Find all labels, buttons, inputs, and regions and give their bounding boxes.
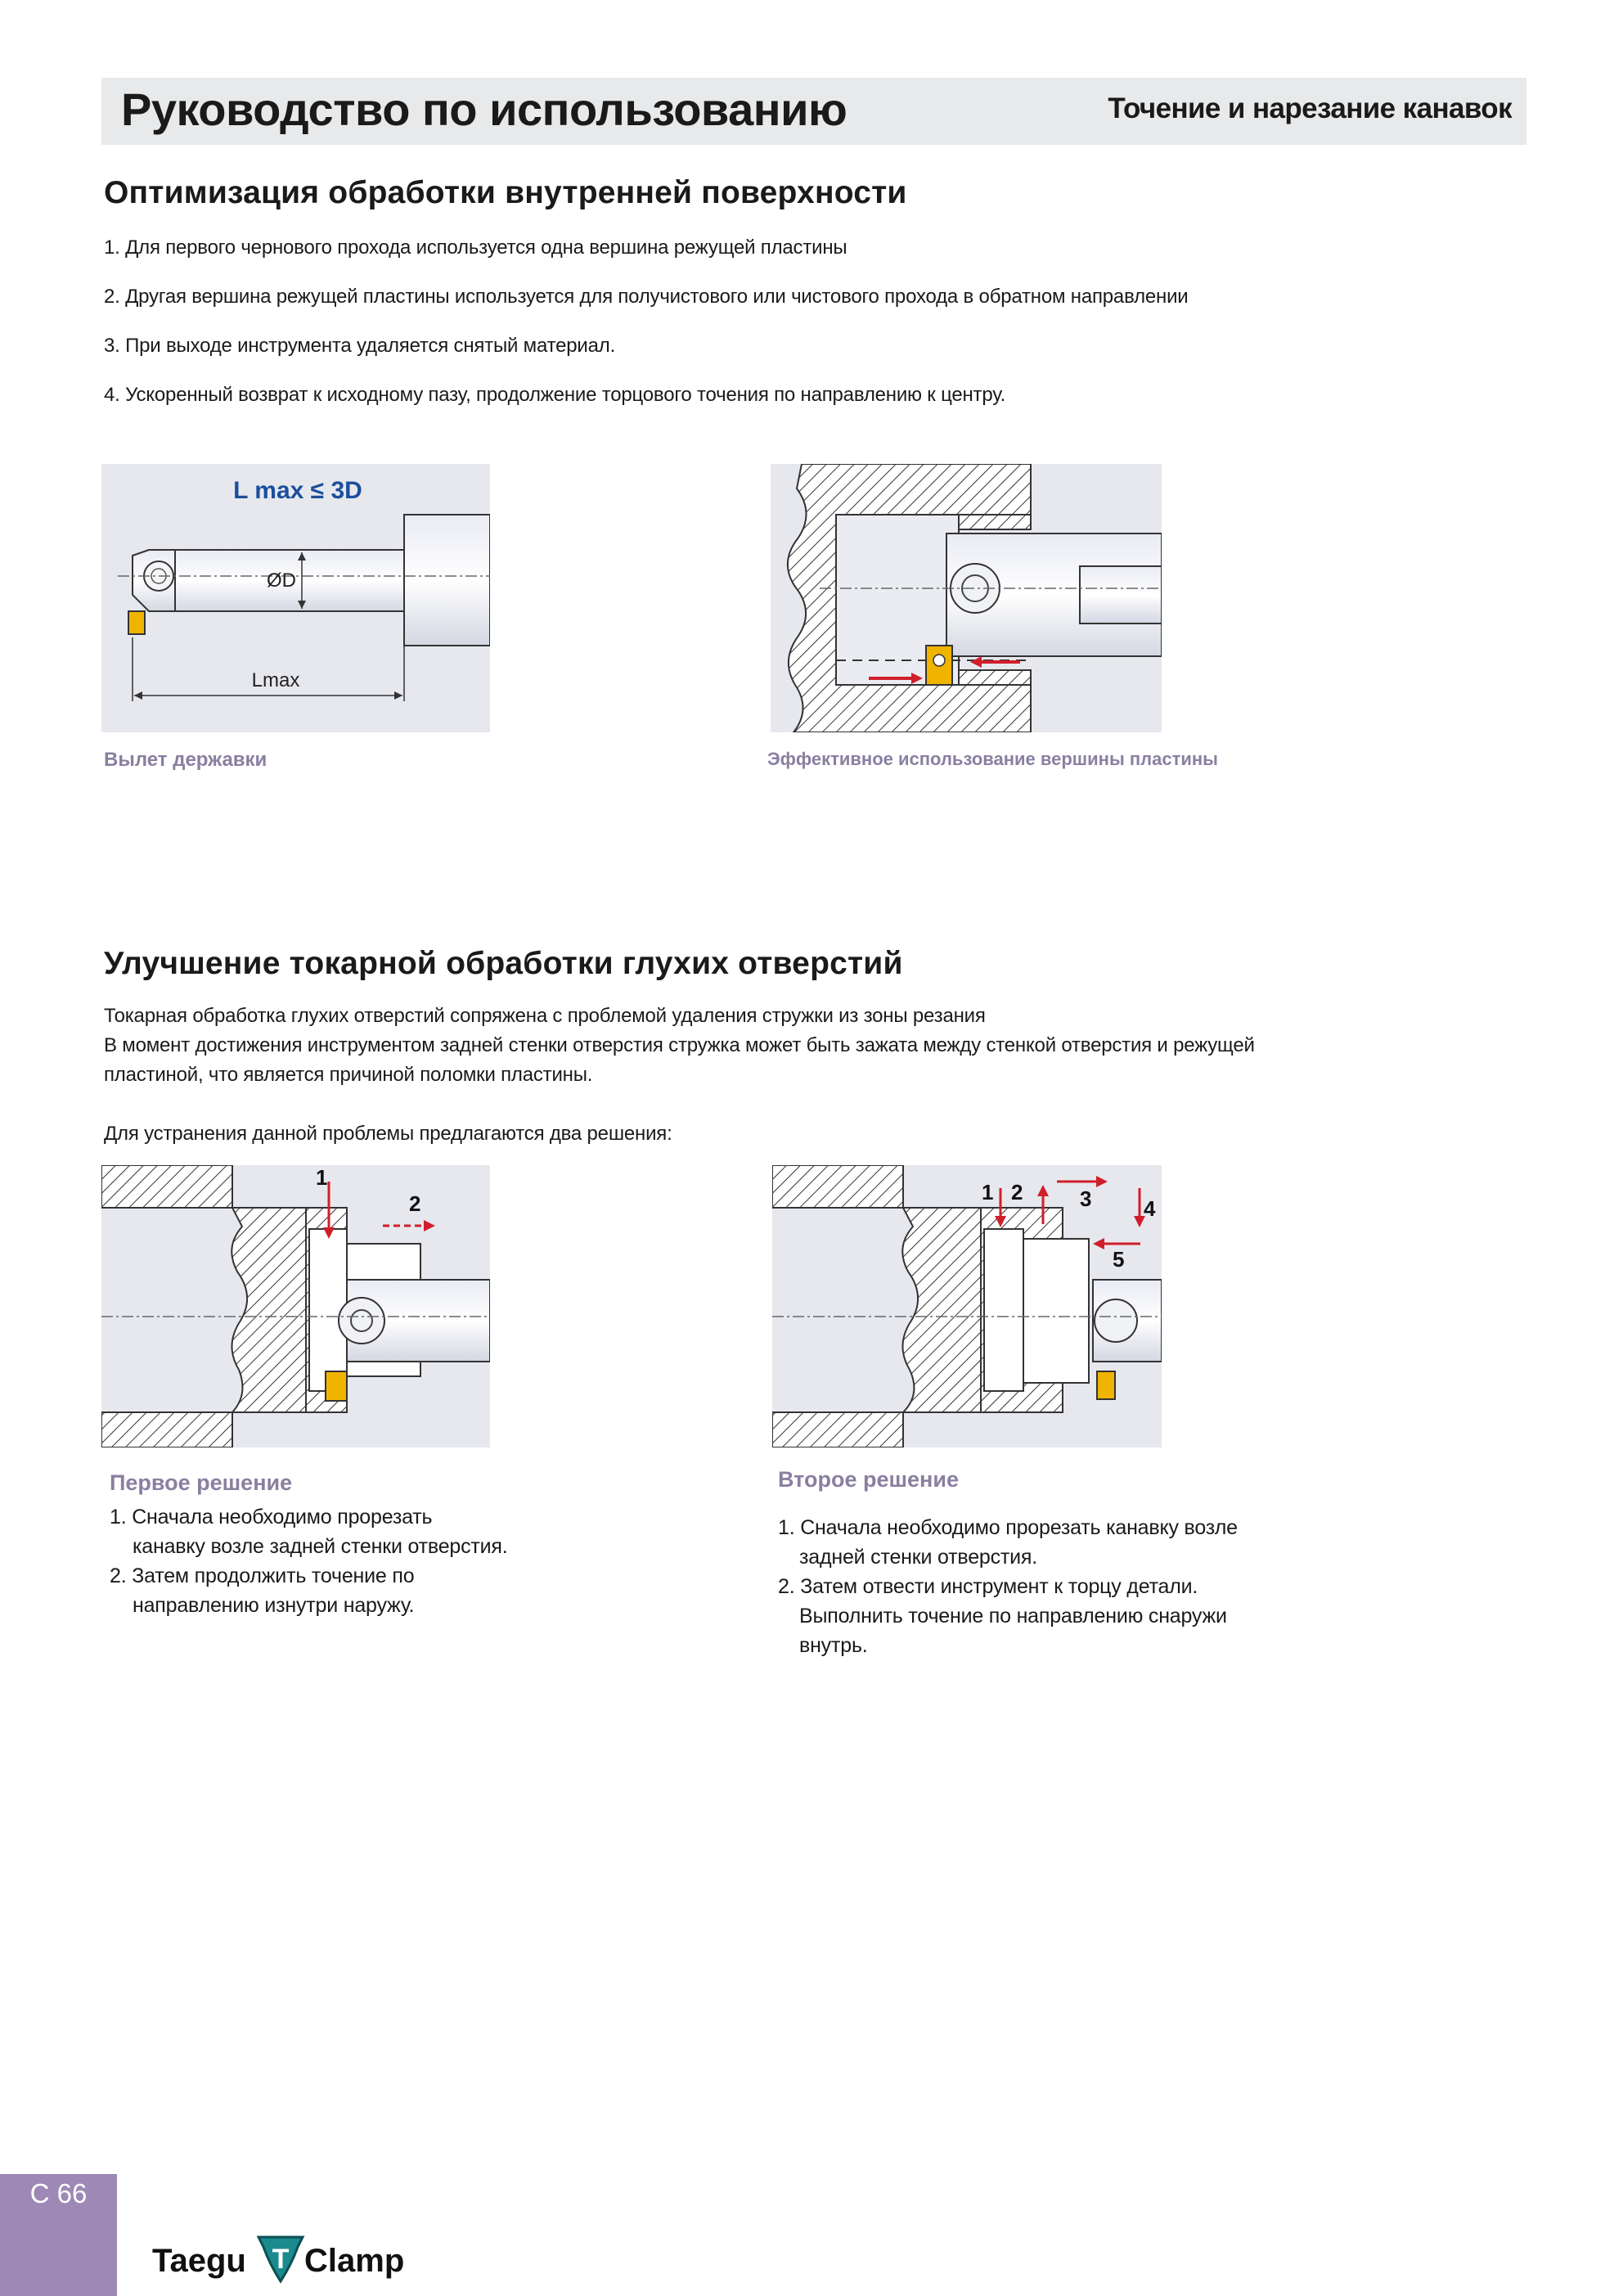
figure2-caption: Эффективное использование вершины пластины: [767, 749, 1218, 769]
list-item: задней стенки отверстия.: [799, 1546, 1038, 1569]
list-item: направлению изнутри наружу.: [133, 1594, 415, 1617]
second-solution-figure: [772, 1165, 1162, 1447]
taegutec-logo: [151, 2232, 420, 2286]
list-item: 3. При выходе инструмента удаляется снятый материал.: [104, 335, 616, 357]
diameter-label: ØD: [267, 569, 296, 592]
logo-mark: T: [272, 2244, 290, 2275]
list-item: 2. Другая вершина режущей пластины используется для получистового или чистового прохода в обратном направлении: [104, 286, 1189, 308]
paragraph-line: Токарная обработка глухих отверстий сопряжена с проблемой удаления стружки из зоны резания: [104, 1005, 986, 1027]
list-item: Выполнить точение по направлению снаружи: [799, 1605, 1227, 1627]
step-label: 3: [1080, 1186, 1092, 1211]
figure1-caption: Вылет державки: [104, 749, 268, 771]
list-item: 2. Затем отвести инструмент к торцу детали.: [778, 1575, 1198, 1598]
page-title: Руководство по использованию: [121, 83, 847, 135]
logo-text-left: Taegu: [152, 2243, 246, 2279]
intro-line: Для устранения данной проблемы предлагаются два решения:: [104, 1123, 672, 1145]
page-number: C 66: [29, 2178, 88, 2208]
list-item: 4. Ускоренный возврат к исходному пазу, продолжение торцового точения по направлению к центру.: [104, 384, 1006, 406]
list-item: канавку возле задней стенки отверстия.: [133, 1535, 508, 1558]
header-bar: [101, 78, 1526, 145]
step-label: 1: [982, 1180, 994, 1204]
insert-usage-figure: [771, 464, 1162, 732]
paragraph-line: пластиной, что является причиной поломки пластины.: [104, 1064, 593, 1086]
list-item: 1. Для первого чернового прохода используется одна вершина режущей пластины: [104, 236, 847, 259]
step-label: 4: [1144, 1196, 1156, 1221]
step-label: 2: [409, 1191, 421, 1216]
paragraph-line: В момент достижения инструментом задней стенки отверстия стружка может быть зажата между стенкой отверстия и режущей: [104, 1034, 1255, 1056]
solution2-caption: Второе решение: [778, 1467, 959, 1492]
length-label: Lmax: [251, 669, 300, 691]
solution1-caption: Первое решение: [110, 1470, 293, 1495]
step-label: 1: [316, 1165, 328, 1190]
step-label: 2: [1011, 1180, 1023, 1204]
step-label: 5: [1113, 1247, 1125, 1272]
first-solution-figure: [101, 1165, 490, 1447]
list-item: внутрь.: [799, 1634, 868, 1657]
formula-label: L max ≤ 3D: [233, 477, 362, 504]
section1-title: Оптимизация обработки внутренней поверхности: [104, 175, 907, 210]
list-item: 1. Сначала необходимо прорезать канавку возле: [778, 1516, 1238, 1539]
section2-title: Улучшение токарной обработки глухих отверстий: [104, 946, 903, 981]
section-title: Точение и нарезание канавок: [1108, 92, 1512, 124]
logo-text-right: Clamp: [304, 2243, 405, 2279]
list-item: 2. Затем продолжить точение по: [110, 1564, 415, 1587]
overhang-figure: [101, 464, 490, 732]
list-item: 1. Сначала необходимо прорезать: [110, 1506, 433, 1528]
